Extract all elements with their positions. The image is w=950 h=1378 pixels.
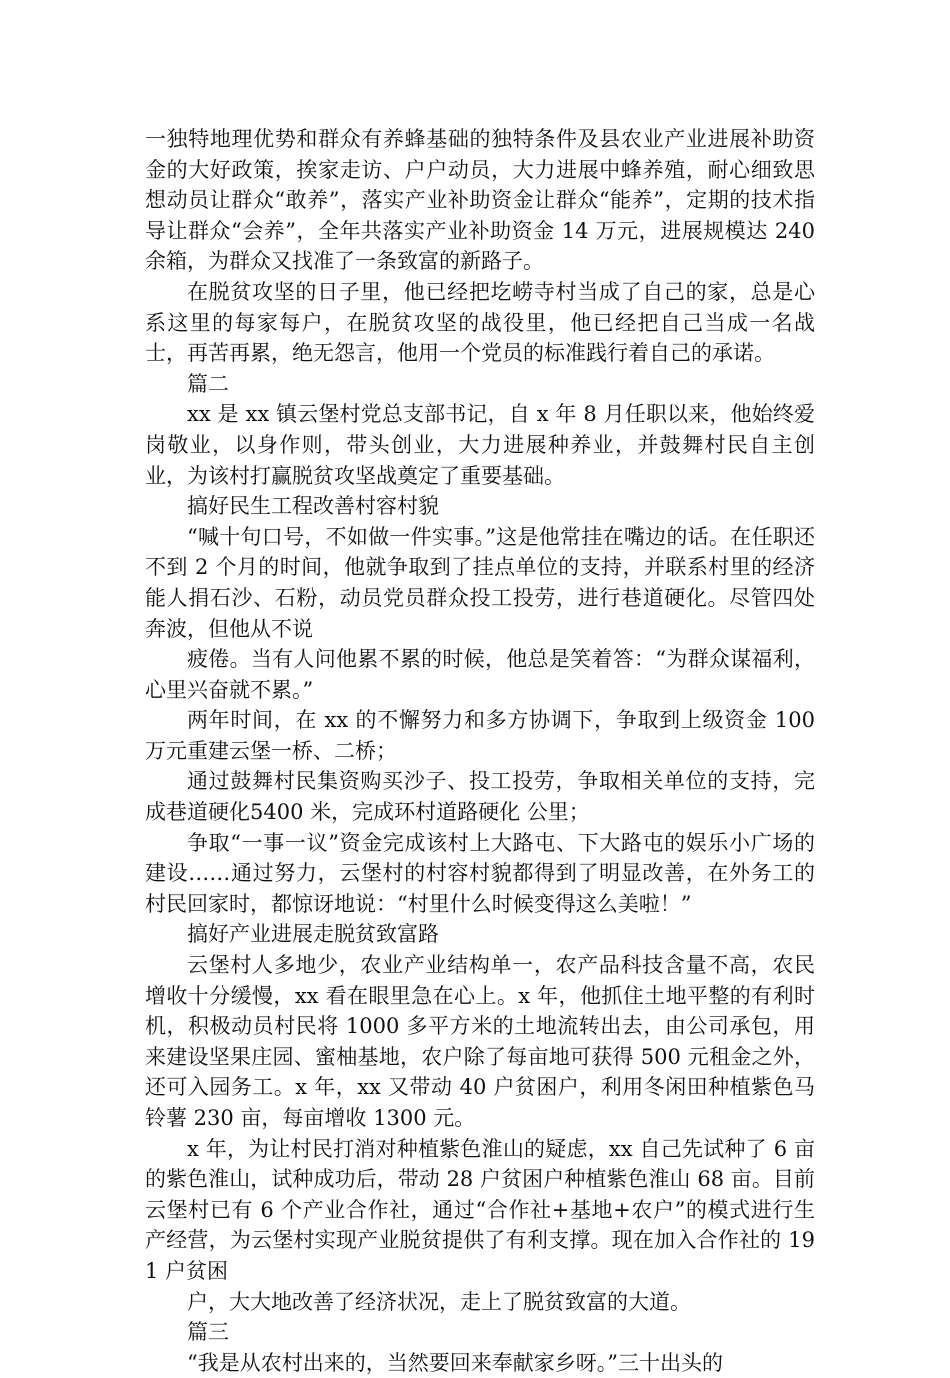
subsection-heading: 搞好产业进展走脱贫致富路 <box>187 922 439 947</box>
paragraph: 两年时间，在 xx 的不懈努力和多方协调下，争取到上级资金 100 万元重建云堡一桥、二桥； <box>145 708 815 763</box>
paragraph: 户，大大地改善了经济状况，走上了脱贫致富的大道。 <box>187 1289 691 1314</box>
document-body <box>145 124 815 1378</box>
paragraph: xx 是 xx 镇云堡村党总支部书记，自 x 年 8 月任职以来，他始终爱岗敬业，以身作则，带头创业，大力进展种养业，并鼓舞村民自主创业，为该村打赢脱贫攻坚战奠定了重要基础。 <box>145 402 815 488</box>
paragraph: 争取“一事一议”资金完成该村上大路屯、下大路屯的娱乐小广场的建设……通过努力，云堡村的村容村貌都得到了明显改善，在外务工的村民回家时，都惊讶地说：“村里什么时候变得这么美啦！” <box>145 830 815 916</box>
paragraph: 在脱贫攻坚的日子里，他已经把圪崂寺村当成了自己的家，总是心系这里的每家每户，在脱贫攻坚的战役里，他已经把自己当成一名战士，再苦再累，绝无怨言，他用一个党员的标准践行着自己的承诺。 <box>145 279 815 366</box>
paragraph: 云堡村人多地少，农业产业结构单一，农产品科技含量不高，农民增收十分缓慢，xx 看在眼里急在心上。x 年，他抓住土地平整的有利时机，积极动员村民将 1000 多平方米的土地流转出去，由公司承包，用来建设坚果庄园、蜜柚基地，农户除了每亩地可获得 500 元租金之外，还可入园务工。x 年，xx 又带动 40 户贫困户，利用冬闲田种植紫色马铃薯 230 亩，每亩增收 1300 元。 <box>145 953 815 1130</box>
section-heading: 篇二 <box>187 371 229 396</box>
paragraph: 通过鼓舞村民集资购买沙子、投工投劳，争取相关单位的支持，完成巷道硬化5400 米，完成环村道路硬化 公里； <box>145 769 815 825</box>
subsection-heading: 搞好民生工程改善村容村貌 <box>187 494 439 519</box>
paragraph: “喊十句口号，不如做一件实事。”这是他常挂在嘴边的话。在任职还不到 2 个月的时间，他就争取到了挂点单位的支持，并联系村里的经济能人捐石沙、石粉，动员党员群众投工投劳，进行巷道硬化。尽管四处奔波，但他从不说 <box>145 524 815 641</box>
section-heading: 篇三 <box>187 1320 229 1345</box>
paragraph: “我是从农村出来的，当然要回来奉献家乡呀。”三十出头的 <box>187 1350 723 1375</box>
paragraph: x 年，为让村民打消对种植紫色淮山的疑虑，xx 自己先试种了 6 亩的紫色淮山，试种成功后，带动 28 户贫困户种植紫色淮山 68 亩。目前云堡村已有 6 个产业合作社，通过“合作社+基地+农户”的模式进行生产经营，为云堡村实现产业脱贫提供了有利支撑。现在加入合作社的 191 户贫困 <box>145 1136 815 1283</box>
paragraph: 一独特地理优势和群众有养蜂基础的独特条件及县农业产业进展补助资金的大好政策，挨家走访、户户动员，大力进展中蜂养殖，耐心细致思想动员让群众“敢养”，落实产业补助资金让群众“能养”，定期的技术指导让群众“会养”，全年共落实产业补助资金 14 万元，进展规模达 240 余箱，为群众又找准了一条致富的新路子。 <box>145 127 815 274</box>
paragraph: 疲倦。当有人问他累不累的时候，他总是笑着答：“为群众谋福利，心里兴奋就不累。” <box>145 647 815 702</box>
